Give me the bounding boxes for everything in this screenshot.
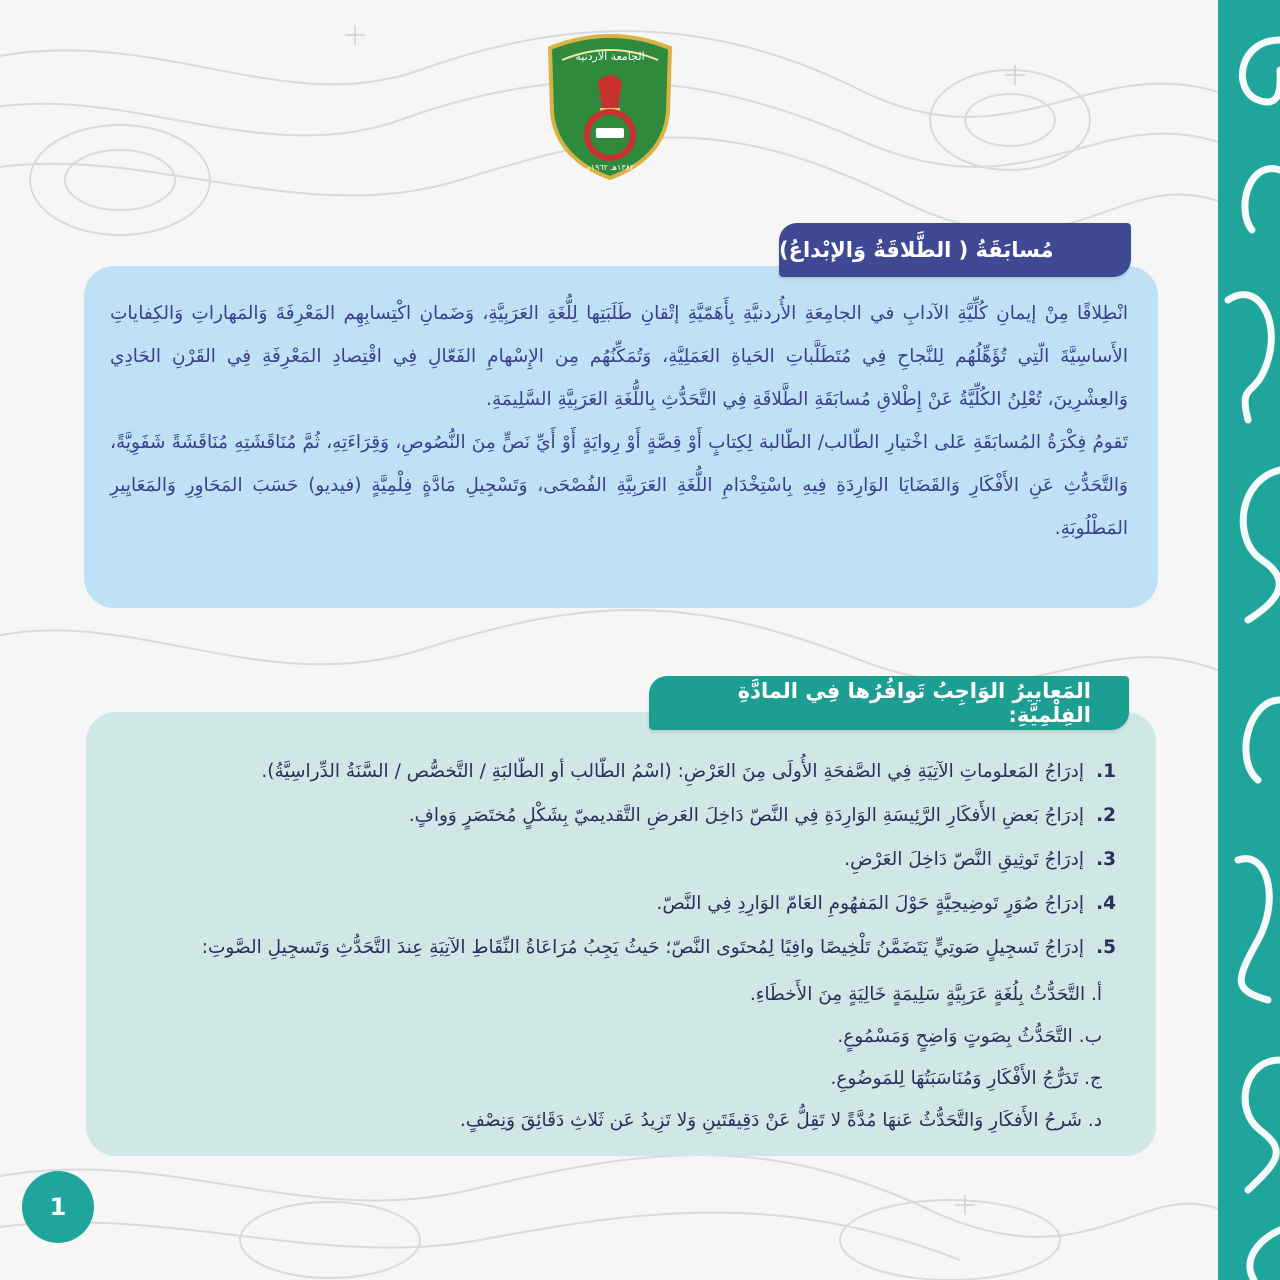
criteria-text: إدرَاجُ المَعلوماتِ الآتِيَةِ فِي الصَّفحَةِ الأُولَى مِنَ العَرْضِ: (اسْمُ الطّالب أو الطّالبَةِ / التَّخصُّص / السَّنَةُ الدِّراسِيَّةُ). <box>261 761 1084 782</box>
criteria-panel <box>86 712 1156 1156</box>
criteria-list <box>116 750 1116 970</box>
criteria-number: 3. <box>1096 849 1116 870</box>
intro-paragraph: انْطِلاقًا مِنْ إيمانِ كُلِّيَّةِ الآدابِ في الجامِعَةِ الأُردنيَّةِ بِأَهَمّيَّةِ إتْقانِ طَلَبَتِها لِلُّغَةِ العَرَبِيَّةِ، وَضَمانِ اكْتِسابِهِم المَعْرِفَةَ وَالمَهاراتِ وَالكِفاياتِ الأَساسِيَّةَ الّتِي تُؤَهِّلُهُم لِلنَّجاحِ فِي مُتَطَلَّباتِ الحَياةِ العَمَلِيَّةِ، وَتُمَكِّنُهُم مِن الإِسْهامِ الفَعّالِ فِي اقْتِصادِ المَعْرِفَةِ فِي القَرْنِ الحَادِي وَالعِشْرِينَ، تُعْلِنُ الكُلِّيَّةُ عَنْ إِطْلاقِ مُسابَقَةِ الطَّلاقَةِ فِي التَّحَدُّثِ بِاللُّغَةِ العَرَبِيَّةِ السَّلِيمَةِ. <box>110 303 1128 410</box>
criteria-number: 2. <box>1096 805 1116 826</box>
criteria-number: 1. <box>1096 761 1116 782</box>
criteria-title-tab <box>649 676 1129 730</box>
competition-title: مُسابَقَةُ ( الطَّلاقَةُ وَالإبْداعُ) <box>779 238 1054 262</box>
logo-date-text: ١٣٨٢هـ ١٩٦٢م <box>585 163 635 172</box>
criteria-item <box>116 750 1116 794</box>
criteria-title: المَعاييرُ الوَاجِبُ تَوافُرُها فِي المادَّةِ الفِلْمِيَّةِ: <box>737 679 1091 727</box>
speaking-points-list <box>116 974 1116 1142</box>
criteria-text: إدرَاجُ تَسجِيلٍ صَوتِيٍّ يَتَضَمَّنُ تَلْخِيصًا وافِيًا لِمُحتَوى النَّصّ؛ حَيثُ يَجِبُ مُرَاعَاةُ النِّقَاطِ الآتِيَةِ عِندَ التَّحَدُّثِ وَتَسجِيلِ الصَّوتِ: <box>201 937 1084 958</box>
criteria-item <box>116 838 1116 882</box>
decorative-side-strip <box>1218 0 1280 1280</box>
competition-intro-panel <box>84 266 1158 608</box>
speaking-point: ب. التَّحَدُّثُ بِصَوتٍ وَاضِحٍ وَمَسْمُوعٍ. <box>837 1026 1102 1047</box>
competition-title-tab <box>779 223 1131 277</box>
criteria-item <box>116 882 1116 926</box>
idea-paragraph: تَقومُ فِكْرَةُ المُسابَقَةِ عَلى اخْتيارِ الطّالب/ الطّالبة لِكِتابٍ أَوْ قِصَّةٍ أَوْ رِوايَةٍ أَوْ أَيِّ نَصٍّ مِنَ النُّصُوصِ، وَقِرَاءَتِهِ، ثُمَّ مُنَاقَشَتِهِ مُنَاقَشَةً شَفَوِيَّةً، وَالتَّحَدُّثِ عَنِ الأَفْكَارِ وَالقَضَايَا الوَارِدَةِ فِيهِ بِاسْتِخْدَامِ اللُّغَةِ العَرَبِيَّةِ الفُصْحَى، وَتَسْجِيلِ مَادَّةٍ فِلْمِيَّةٍ (فيديو) حَسَبَ المَحَاوِرِ وَالمَعَايِيرِ المَطْلُوبَةِ. <box>110 432 1128 539</box>
criteria-text: إدرَاجُ صُوَرٍ تَوضِيحِيَّةٍ حَوْلَ المَفهُومِ العَامّ الوَارِدِ فِي النَّصّ. <box>656 893 1084 914</box>
university-logo <box>540 30 680 180</box>
criteria-number: 4. <box>1096 893 1116 914</box>
criteria-text: إدرَاجُ بَعضِ الأَفكَارِ الرَّئِيسَةِ الوَارِدَةِ فِي النَّصّ دَاخِلَ العَرضِ التَّقديميّ بِشَكْلٍ مُختَصَرٍ وَوافٍ. <box>408 805 1084 826</box>
logo-title-text: الجامعة الأردنية <box>575 50 645 63</box>
criteria-text: إدرَاجُ تَوثِيقِ النَّصّ دَاخِلَ العَرْضِ. <box>844 849 1084 870</box>
calligraphy-pattern-icon <box>1218 0 1280 1280</box>
criteria-item <box>116 926 1116 970</box>
page-number-badge <box>22 1171 94 1243</box>
speaking-point: د. شَرحُ الأَفكَارِ وَالتَّحَدُّثُ عَنهَا مُدَّةً لا تَقِلُّ عَنْ دَقِيقَتَينِ وَلا تَزِيدُ عَن ثَلاثِ دَقَائِقَ وَنِصْفٍ. <box>459 1110 1102 1131</box>
criteria-number: 5. <box>1096 937 1116 958</box>
speaking-point: أ. التَّحَدُّثُ بِلُغَةٍ عَرَبِيَّةٍ سَلِيمَةٍ خَالِيَةٍ مِنَ الأَخطَاءِ. <box>749 984 1102 1005</box>
speaking-point: ج. تَدَرُّجُ الأَفْكَارِ وَمُنَاسَبَتُهَا لِلمَوضُوعِ. <box>830 1068 1102 1089</box>
criteria-item <box>116 794 1116 838</box>
page-number: 1 <box>49 1193 67 1221</box>
